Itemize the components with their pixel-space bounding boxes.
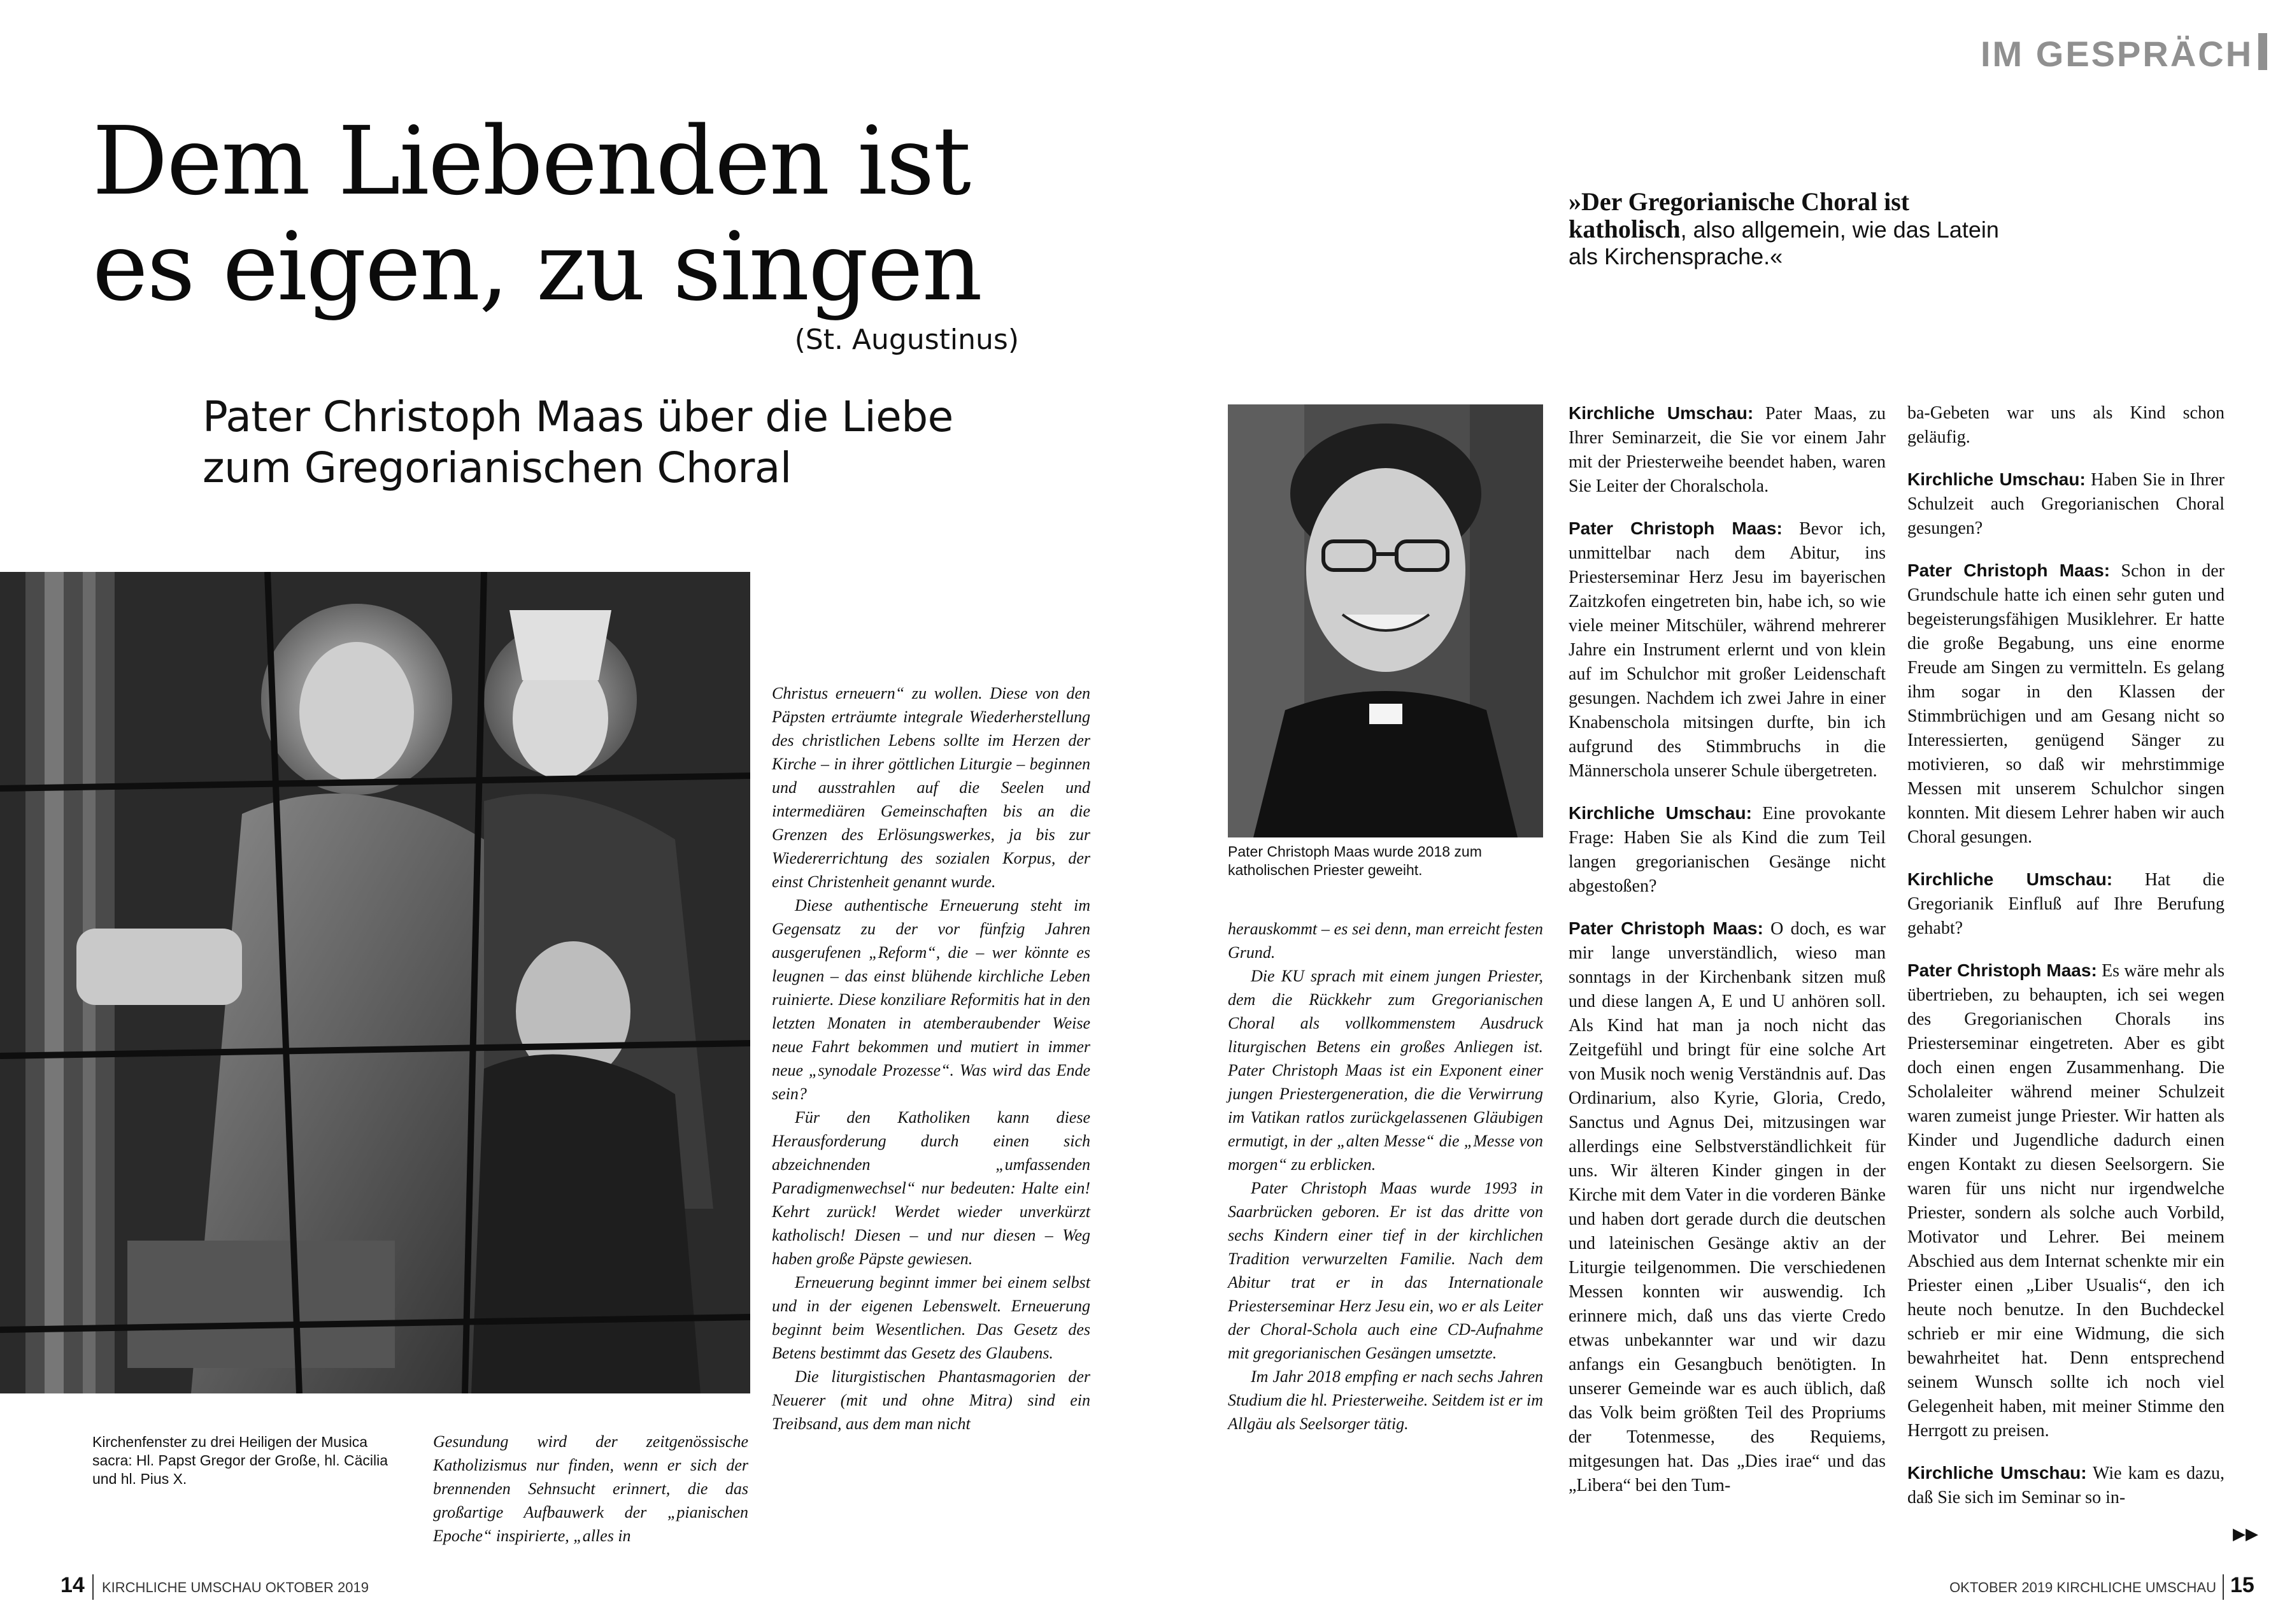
interview-paragraph <box>1907 867 2225 941</box>
right-footer-text: OKTOBER 2019 KIRCHLICHE UMSCHAU <box>1949 1579 2216 1595</box>
column-b-paragraph: Die liturgistischen Phantasmagorien der Neuerer (mit und ohne Mitra) sind ein Treibsand, aus dem man nicht <box>772 1367 1090 1433</box>
column-a <box>433 1430 748 1548</box>
column-d <box>1569 401 1886 1516</box>
interview-paragraph <box>1907 559 2225 850</box>
speaker-label: Kirchliche Umschau: <box>1907 1463 2087 1483</box>
interview-paragraph <box>1569 401 1886 499</box>
column-a-paragraph: Gesundung wird der zeitgenössische Katholizismus nur finden, wenn er sich der brennenden Sehnsucht erinnert, die das großartige Aufbauwerk der „pianischen Epoche“ inspirierte, „alles in <box>433 1432 748 1545</box>
headline-attribution: (St. Augustinus) <box>794 324 1019 356</box>
interview-text: Eine provokante Frage: Haben Sie als Kind die zum Teil langen gregorianischen Gesänge nicht abgestoßen? <box>1569 804 1886 896</box>
column-b-paragraph: Diese authentische Erneuerung steht im Gegensatz zu der vor fünfzig Jahren ausgerufenen „Reform“, die – wer könnte es leugnen – das einst blühende kirchliche Leben ruinierte. Diese konziliare Reformitis hat in den letzten Monaten in atemberaubender Weise neue Fahrt bekommen und mutiert in immer neue „synodale Prozesse“. Was wird das Ende sein? <box>772 896 1090 1103</box>
headline <box>92 108 1048 320</box>
interview-text: Pater Maas, zu Ihrer Seminarzeit, die Sie vor einem Jahr mit der Priesterweihe beendet haben, waren Sie Leiter der Choralschola. <box>1569 404 1886 496</box>
speaker-label: Kirchliche Umschau: <box>1569 403 1754 423</box>
portrait-caption: Pater Christoph Maas wurde 2018 zum katholischen Priester geweiht. <box>1228 843 1482 878</box>
speaker-label: Pater Christoph Maas: <box>1907 960 2097 980</box>
section-tag: IM GESPRÄCH <box>1981 34 2254 74</box>
interview-text: Es wäre mehr als übertrieben, zu behaupten, ich sei wegen des Gregorianischen Chorals ins Priesterseminar eingetreten. Aber es gibt doch einen engen Zusammenhang. Die Scholaleiter während meiner Schulzeit waren zumeist junge Priester. Wir hatten als Kinder und Jugendliche dadurch einen engen Kontakt zu diesen Seelsorgern. Sie waren für uns nicht nur irgendwelche Priester, sondern als solche auch Vorbild, Motivator und Lehrer. Bei meinem Abschied aus dem Internat schenkte mir ein Priester einen „Liber Usualis“, den ich heute noch benutze. In den Buchdeckel schrieb er mir eine Widmung, die sich bewahrheitet hat. Denn entsprechend seinem Wunsch sollte ich noch viel Gelegenheit haben, mit meiner Stimme den Herrgott zu preisen. <box>1907 961 2225 1441</box>
interview-text: Haben Sie in Ihrer Schulzeit auch Gregorianischen Choral gesungen? <box>1907 470 2225 538</box>
subtitle <box>203 392 1094 494</box>
interview-text: O doch, es war mir lange unverständlich, wieso man sonntags in der Kirchenbank sitzen muß und diese langen A, E und U anhören soll. Als Kind hat man ja noch nicht das Zeitgefühl und bringt für eine solche Art von Musik noch wenig Verständnis auf. Das Ordinarium, also Kyrie, Gloria, Credo, Sanctus und Agnus Dei, mitzusingen war allerdings eine Selbstverständlichkeit für uns. Wir älteren Kinder gingen in der Kirche mit dem Vater in die vorderen Bänke und haben dort gerade durch die deutschen und lateinischen Gesänge aktiv an der Liturgie teilgenommen. Die verschiedenen Messen konnten wir auswendig. Ich erinnere mich, daß uns das vierte Credo etwas unbekannter war und wir dazu anfangs ein Gesangbuch benötigten. In unserer Gemeinde war es auch üblich, daß das Volk beim größten Teil des Propriums der Totenmesse, des Requiems, mitgesungen hat. Das „Dies irae“ und das „Libera“ bei den Tum- <box>1569 919 1886 1495</box>
interview-paragraph <box>1907 958 2225 1443</box>
subtitle-line-2: zum Gregorianischen Choral <box>203 443 792 492</box>
left-footer-text: KIRCHLICHE UMSCHAU OKTOBER 2019 <box>102 1579 369 1595</box>
headline-line-1: Dem Liebenden ist <box>92 106 970 216</box>
right-page-number: 15 <box>2230 1573 2254 1597</box>
interview-text: Hat die Gregorianik Einfluß auf Ihre Berufung gehabt? <box>1907 870 2225 938</box>
speaker-label: Pater Christoph Maas: <box>1569 518 1783 538</box>
continue-arrow-icon: ▶▶ <box>2233 1525 2258 1544</box>
column-b-paragraph: Erneuerung beginnt immer bei einem selbst und in der eigenen Lebenswelt. Erneuerung beginnt beim Wesentlichen. Das Gesetz des Betens bestimmt das Gesetz des Glaubens. <box>772 1273 1090 1362</box>
column-b-paragraph: Christus erneuern“ zu wollen. Diese von den Päpsten erträumte integrale Wiederherstellung des christlichen Lebens sollte im Herzen der Kirche – in ihrer göttlichen Liturgie – beginnen und ausstrahlen auf die Seelen und intermediären Gemeinschaften bis an die Grenzen des Erlösungswerkes, ja bis zur Wiedererrichtung des sozialen Korpus, der einst Christenheit genannt wurde. <box>772 684 1090 891</box>
interview-paragraph <box>1907 401 2225 450</box>
pull-quote-bold: »Der Gregorianische Choral ist katholisch <box>1569 187 1910 243</box>
window-caption: Kirchenfenster zu drei Heiligen der Musica sacra: Hl. Papst Gregor der Große, hl. Cäcilia und hl. Pius X. <box>92 1434 388 1487</box>
subtitle-line-1: Pater Christoph Maas über die Liebe <box>203 392 953 441</box>
portrait-photo <box>1228 404 1543 837</box>
interview-paragraph <box>1907 1461 2225 1510</box>
speaker-label: Pater Christoph Maas: <box>1907 560 2111 580</box>
column-c-paragraph: Die KU sprach mit einem jungen Priester, dem die Rückkehr zum Gregorianischen Choral als vollkommenstem Ausdruck liturgischen Betens ein großes Anliegen ist. Pater Christoph Maas ist ein Exponent einer jungen Priestergeneration, die die Verwirrung im Vatikan ratlos zurückgelassenen Gläubigen ermutigt, in der „alten Messe“ die „Messe von morgen“ zu erblicken. <box>1228 967 1543 1174</box>
column-b <box>772 681 1090 1435</box>
column-c-paragraph: herauskommt – es sei denn, man erreicht festen Grund. <box>1228 920 1543 962</box>
speaker-label: Pater Christoph Maas: <box>1569 918 1763 938</box>
section-tag-bar <box>2258 33 2267 70</box>
column-c <box>1228 917 1543 1435</box>
column-c-paragraph: Im Jahr 2018 empfing er nach sechs Jahren Studium die hl. Priesterweihe. Seitdem ist er im Allgäu als Seelsorger tätig. <box>1228 1367 1543 1433</box>
pull-quote-rest: , also allgemein, wie das Latein als Kirchensprache.« <box>1569 217 1999 269</box>
interview-paragraph <box>1907 467 2225 541</box>
interview-text: Bevor ich, unmittelbar nach dem Abitur, ins Priesterseminar Herz Jesu im bayerischen Zaitzkofen eingetreten bin, habe ich, so wie viele meiner Mitschüler, während mehrerer Jahre ein Instrument erlernt und von klein auf im Schulchor mit großer Leidenschaft gesungen. Nachdem ich zwei Jahre in einer Knabenschola mitsingen durfte, bin ich aufgrund des Stimmbruchs in die Männerschola unserer Schule übergetreten. <box>1569 519 1886 781</box>
speaker-label: Kirchliche Umschau: <box>1907 869 2113 889</box>
column-e <box>1907 401 2225 1528</box>
interview-text: Schon in der Grundschule hatte ich einen sehr guten und begeisterungsfähigen Musiklehrer. Er hatte die große Begabung, uns eine enorme Freude am Singen zu vermitteln. Es gelang ihm sogar in den Klassen der Stimmbrüchigen und am Gesang nicht so Interessierten, genügend Sänger zu motivieren, so daß wir mehrstimmige Messen mit unserem Schulchor singen konnten. Mit diesem Lehrer haben wir auch Choral gesungen. <box>1907 561 2225 847</box>
stained-glass-image <box>0 572 750 1393</box>
stained-glass-photo <box>0 572 750 1393</box>
interview-paragraph <box>1569 801 1886 899</box>
interview-text: Wie kam es dazu, daß Sie sich im Seminar so in- <box>1907 1464 2225 1507</box>
interview-paragraph <box>1569 516 1886 783</box>
left-page-number: 14 <box>61 1573 85 1597</box>
footer-divider-right <box>2223 1574 2224 1600</box>
column-b-paragraph: Für den Katholiken kann diese Herausforderung durch einen sich abzeichnenden „umfassenden Paradigmenwechsel“ nur bedeuten: Halte ein! Kehrt zurück! Werdet wieder unverkürzt katholisch! Diesen – und nur diesen – Weg haben große Päpste gewiesen. <box>772 1108 1090 1268</box>
pull-quote <box>1569 189 2027 270</box>
speaker-label: Kirchliche Umschau: <box>1907 469 2086 489</box>
speaker-label: Kirchliche Umschau: <box>1569 803 1752 823</box>
portrait-image <box>1228 404 1543 837</box>
interview-paragraph <box>1569 916 1886 1498</box>
interview-text: ba-Gebeten war uns als Kind schon geläufig. <box>1907 403 2225 447</box>
column-c-paragraph: Pater Christoph Maas wurde 1993 in Saarbrücken geboren. Er ist das dritte von sechs Kindern einer tief in der kirchlichen Tradition verwurzelten Familie. Nach dem Abitur trat er in das Internationale Priesterseminar Herz Jesu ein, wo er als Leiter der Choral-Schola auch eine CD-Aufnahme mit gregorianischen Gesängen umsetzte. <box>1228 1179 1543 1362</box>
footer-divider-left <box>92 1574 94 1600</box>
headline-line-2: es eigen, zu singen <box>92 212 981 322</box>
